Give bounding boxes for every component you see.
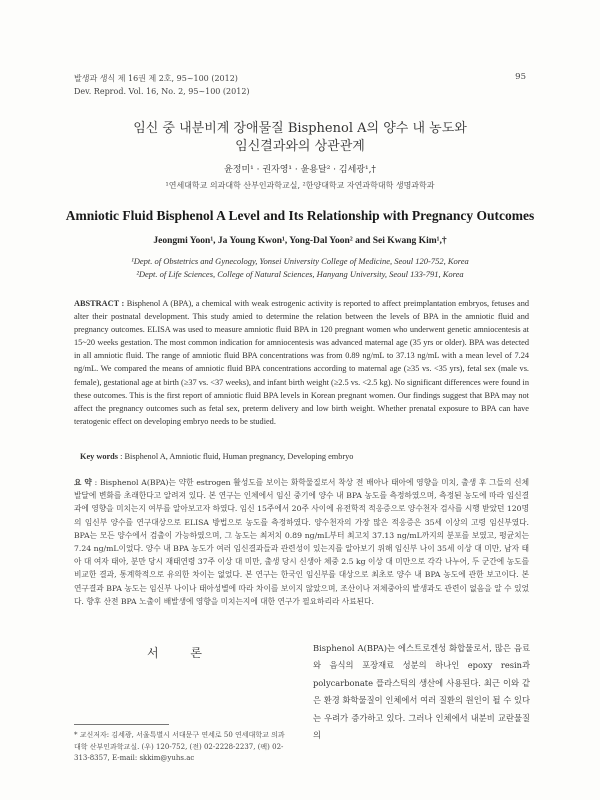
korean-title-line-1: 임신 중 내분비계 장애물질 Bisphenol A의 양수 내 농도와 [133, 121, 467, 136]
affiliation-1: ¹Dept. of Obstetrics and Gynecology, Yonsei University College of Medicine, Seoul 120-752, Korea [131, 256, 469, 266]
footnote-divider [74, 724, 169, 725]
section-heading-introduction: 서 론 [147, 646, 216, 660]
running-header [74, 72, 250, 98]
korean-affiliations: ¹연세대학교 의과대학 산부인과학교실, ²한양대학교 자연과학대학 생명과학과 [165, 181, 435, 190]
journal-citation-korean: 발생과 생식 제 16권 제 2호, 95~100 (2012) [74, 74, 238, 83]
korean-title [60, 120, 540, 156]
corresponding-author-footnote: * 교신저자: 김세광, 서울특별시 서대문구 연세로 50 연세대학교 의과대학 산부인과학교실. (우) 120-752, (전) 02-2228-2237, (팩) 02-313-8357, E-mail: skkim@yuhs.ac [74, 731, 285, 762]
abstract-text: Bisphenol A (BPA), a chemical with weak estrogenic activity is reported to affect preimplantation embryos, fetuses and alter their postnatal development. This study amied to determine the relation between the levels of BPA in the amniotic fluid and pregnancy outcomes. ELISA was used to measure amniotic fluid BPA in 120 pregnant women who underwent genetic amniocentesis at 15~20 weeks gestation. The most common indication for amniocentesis was advanced maternal age (35 yrs or older). BPA was detected in all amniotic fluid. The range of amniotic fluid BPA concentrations was from 0.89 ng/mL to 37.13 ng/mL with a mean level of 7.24 ng/mL. We compared the means of amniotic fluid BPA concentrations according to maternal age (≥35 vs. <35 yrs), fetal sex (male vs. female), gestational age at birth (≥37 vs. <37 weeks), and infant birth weight (≥2.5 vs. <2.5 kg). No significant differences were found in these outcomes. This is the first report of amniotic fluid BPA levels in Korean pregnant women. Our findings suggest that BPA may not affect the pregnancy outcomes such as fetal sex, preterm delivery and low birth weight. Whether prenatal exposure to BPA can have teratogenic effect on developing embryo needs to be studied. [74, 299, 529, 426]
affiliation-2: ²Dept. of Life Sciences, College of Natural Sciences, Hanyang University, Seoul 133-791, Korea [136, 269, 464, 279]
english-authors: Jeongmi Yoon¹, Ja Young Kwon¹, Yong-Dal Yoon² and Sei Kwang Kim¹,† [153, 236, 447, 246]
korean-abstract [74, 476, 529, 608]
korean-abstract-text: : Bisphenol A(BPA)는 약한 estrogen 활성도를 보이는 화학물질로서 착상 전 배아나 태아에 영향을 미치, 출생 후 그들의 신체발달에 변화를 초래한다고 알려져 있다. 본 연구는 인체에서 임신 중기에 양수 내 BPA 농도를 측정하였으며, 측정된 농도에 따라 임신결과에 영향을 미치는지 여부를 알아보고자 하였다. 임신 15주에서 20주 사이에 유전학적 적응증으로 양수천자 검사를 시행 받았던 120명의 임신부 양수를 연구대상으로 ELISA 방법으로 농도를 측정하였다. 양수천자의 가장 많은 적응증은 35세 이상의 고령 임신부였다. BPA는 모든 양수에서 검출이 가능하였으며, 그 농도는 최저치 0.89 ng/mL부터 최고치 37.13 ng/mL까지의 분포를 보였고, 평균치는 7.24 ng/mL이었다. 양수 내 BPA 농도가 여러 임신결과들과 관련성이 있는지를 알아보기 위해 임신부 나이 35세 이상 대 미만, 남자 태아 대 여자 태아, 분만 당시 재태연령 37주 이상 대 미만, 출생 당시 신생아 체중 2.5 kg 이상 대 미만으로 각각 나누어, 두 군간에 농도를 비교한 결과, 통계학적으로 유의한 차이는 없었다. 본 연구는 한국인 임신부를 대상으로 최초로 양수 내 BPA 농도에 관한 보고이다. 본 연구결과 BPA 농도는 임신부 나이나 태아성별에 따라 차이를 보이지 않았으며, 조산이나 저체중아의 발생과도 관련이 없음을 알 수 있었다. 향후 산전 BPA 노출이 배발생에 영향을 미치는지에 대한 연구가 필요하리라 사료된다. [74, 478, 529, 606]
korean-title-line-2: 임신결과와의 상관관계 [235, 139, 365, 154]
introduction-body-text: Bisphenol A(BPA)는 에스트로겐성 화합물로서, 많은 음료와 음식의 포장재료 성분의 하나인 epoxy resin과 polycarbonate 플라스틱의 생산에 사용된다. 최근 이와 같은 환경 화학물질이 인체에서 여러 질환의 원인이 될 수 있다는 우려가 증가하고 있다. 그러나 인체에서 내분비 교란물질의 [313, 643, 530, 741]
korean-abstract-label: 요 약 [74, 478, 92, 487]
english-affiliations [60, 255, 540, 281]
keywords-label: Key words [80, 452, 119, 461]
abstract-label: ABSTRACT : [74, 299, 125, 308]
korean-authors: 윤정미¹ · 권자영¹ · 윤용달² · 김세광¹,† [224, 165, 376, 175]
keywords [80, 452, 530, 461]
abstract [74, 297, 529, 428]
english-title: Amniotic Fluid Bisphenol A Level and Its Relationship with Pregnancy Outcomes [65, 208, 535, 223]
journal-citation-english: Dev. Reprod. Vol. 16, No. 2, 95~100 (2012) [74, 87, 250, 96]
keywords-text: : Bisphenol A, Amniotic fluid, Human pregnancy, Developing embryo [120, 452, 354, 461]
page-number: 95 [515, 72, 526, 82]
